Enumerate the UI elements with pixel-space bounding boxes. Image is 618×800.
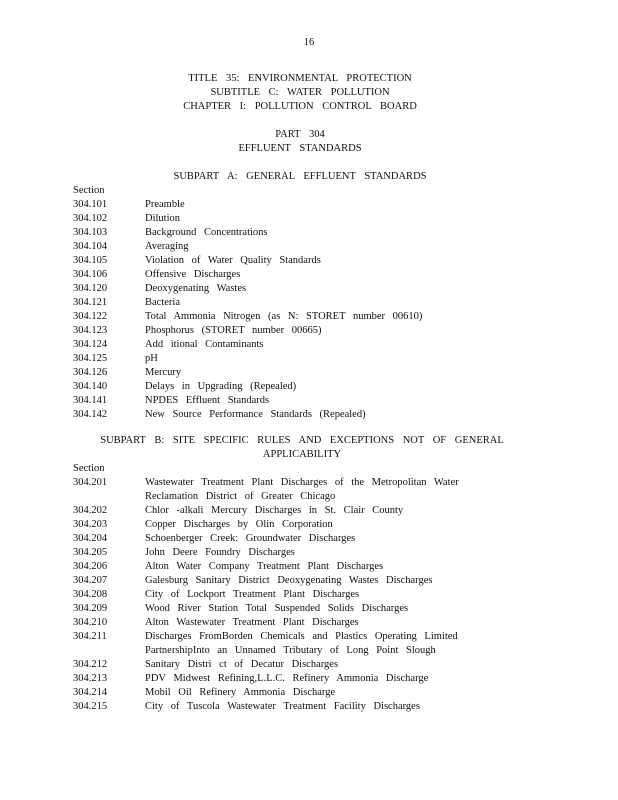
section-title [145, 324, 523, 338]
section-row [73, 616, 523, 630]
section-number: 304.105 [73, 255, 108, 266]
section-title [145, 380, 523, 394]
section-title-line: Mobil Oil Refinery Ammonia Discharge [145, 687, 336, 698]
part-number: PART 304 [275, 129, 325, 140]
section-title [145, 602, 523, 616]
section-title-line: Discharges FromBorden Chemicals and Plastics Operating Limited [145, 631, 458, 642]
section-title-line: Galesburg Sanitary District Deoxygenating Wastes Discharges [145, 575, 433, 586]
section-title-line: NPDES Effluent Standards [145, 395, 270, 406]
section-list [73, 198, 523, 422]
section-title-line: Dilution [145, 213, 181, 224]
section-title-line: Alton Water Company Treatment Plant Discharges [145, 561, 384, 572]
section-row [73, 476, 523, 504]
section-row [73, 212, 523, 226]
section-number: 304.142 [73, 409, 108, 420]
section-label: Section [73, 185, 105, 196]
section-row [73, 310, 523, 324]
section-title [145, 700, 523, 714]
section-title [145, 546, 523, 560]
section-title-line: Wastewater Treatment Plant Discharges of the Metropolitan Water [145, 477, 459, 488]
subpart-b-heading-line2: APPLICABILITY [262, 449, 342, 460]
section-number: 304.125 [73, 353, 108, 364]
section-row [73, 254, 523, 268]
section-number: 304.207 [73, 575, 108, 586]
section-number: 304.122 [73, 311, 108, 322]
section-title-line: City of Tuscola Wastewater Treatment Facility Discharges [145, 701, 420, 712]
section-title [145, 686, 523, 700]
section-row [73, 380, 523, 394]
section-number: 304.102 [73, 213, 108, 224]
section-title [145, 672, 523, 686]
section-number: 304.208 [73, 589, 108, 600]
section-title [145, 630, 523, 658]
section-list [73, 476, 523, 714]
section-title-line: Chlor -alkali Mercury Discharges in St. Clair County [145, 505, 404, 516]
part-name: EFFLUENT STANDARDS [238, 143, 362, 154]
page-number: 16 [303, 37, 315, 48]
section-row [73, 366, 523, 380]
section-row [73, 630, 523, 658]
section-title [145, 504, 523, 518]
section-title [145, 310, 523, 324]
section-title [145, 616, 523, 630]
section-number: 304.103 [73, 227, 108, 238]
section-row [73, 672, 523, 686]
section-title [145, 212, 523, 226]
section-number: 304.215 [73, 701, 108, 712]
section-row [73, 560, 523, 574]
section-title-line: Bacteria [145, 297, 180, 308]
subpart-b-heading [92, 434, 512, 462]
subpart-b-toc [73, 462, 523, 714]
title-line: TITLE 35: ENVIRONMENTAL PROTECTION [188, 73, 412, 84]
section-title [145, 240, 523, 254]
section-title-line: Preamble [145, 199, 185, 210]
section-row [73, 282, 523, 296]
section-row [73, 268, 523, 282]
section-number: 304.123 [73, 325, 108, 336]
section-title-line: Violation of Water Quality Standards [145, 255, 321, 266]
section-row [73, 240, 523, 254]
section-title [145, 338, 523, 352]
section-number: 304.126 [73, 367, 108, 378]
section-number: 304.212 [73, 659, 108, 670]
section-title-line: Sanitary Distri ct of Decatur Discharges [145, 659, 339, 670]
section-title-line: Alton Wastewater Treatment Plant Discharges [145, 617, 359, 628]
subpart-b-heading-line1: SUBPART B: SITE SPECIFIC RULES AND EXCEPTIONS NOT OF GENERAL [100, 435, 504, 446]
section-title [145, 352, 523, 366]
section-title-line: Total Ammonia Nitrogen (as N: STORET number 00610) [145, 311, 423, 322]
title-block [0, 72, 600, 114]
section-number: 304.204 [73, 533, 108, 544]
section-title-line: Background Concentrations [145, 227, 268, 238]
section-title [145, 532, 523, 546]
section-number: 304.211 [73, 631, 107, 642]
section-title [145, 560, 523, 574]
section-title-line: Mercury [145, 367, 182, 378]
section-number: 304.141 [73, 395, 108, 406]
section-row [73, 226, 523, 240]
section-row [73, 198, 523, 212]
section-title [145, 296, 523, 310]
section-row [73, 574, 523, 588]
section-number: 304.121 [73, 297, 108, 308]
section-number: 304.202 [73, 505, 108, 516]
section-title [145, 366, 523, 380]
section-title [145, 268, 523, 282]
section-title-line: Phosphorus (STORET number 00665) [145, 325, 322, 336]
section-row [73, 686, 523, 700]
section-title-line: Averaging [145, 241, 189, 252]
section-number: 304.101 [73, 199, 108, 210]
section-title-line: pH [145, 353, 158, 364]
section-title-line: Wood River Station Total Suspended Solids Discharges [145, 603, 409, 614]
section-title-line: City of Lockport Treatment Plant Discharges [145, 589, 360, 600]
section-title [145, 394, 523, 408]
section-number: 304.124 [73, 339, 108, 350]
section-row [73, 408, 523, 422]
section-number: 304.140 [73, 381, 108, 392]
section-number: 304.209 [73, 603, 108, 614]
section-row [73, 588, 523, 602]
section-row [73, 602, 523, 616]
section-number: 304.205 [73, 547, 108, 558]
section-row [73, 352, 523, 366]
section-number: 304.203 [73, 519, 108, 530]
section-title [145, 476, 523, 504]
section-title [145, 518, 523, 532]
section-title [145, 254, 523, 268]
section-title-continuation: PartnershipInto an Unnamed Tributary of Long Point Slough [145, 645, 436, 656]
section-title-line: Copper Discharges by Olin Corporation [145, 519, 333, 530]
section-title-line: John Deere Foundry Discharges [145, 547, 295, 558]
section-label: Section [73, 463, 105, 474]
section-number: 304.213 [73, 673, 108, 684]
section-row [73, 546, 523, 560]
section-row [73, 518, 523, 532]
section-number: 304.120 [73, 283, 108, 294]
section-row [73, 504, 523, 518]
section-title-line: Deoxygenating Wastes [145, 283, 247, 294]
section-title-continuation: Reclamation District of Greater Chicago [145, 491, 336, 502]
section-title [145, 226, 523, 240]
section-title [145, 408, 523, 422]
section-row [73, 700, 523, 714]
section-row [73, 658, 523, 672]
section-title [145, 588, 523, 602]
part-block [0, 128, 600, 156]
section-row [73, 338, 523, 352]
subpart-a-toc [73, 184, 523, 422]
section-number: 304.104 [73, 241, 108, 252]
section-row [73, 394, 523, 408]
section-title [145, 574, 523, 588]
section-number: 304.210 [73, 617, 108, 628]
section-number: 304.106 [73, 269, 108, 280]
section-title [145, 658, 523, 672]
section-title-line: PDV Midwest Refining,L.L.C. Refinery Ammonia Discharge [145, 673, 429, 684]
section-title [145, 198, 523, 212]
section-row [73, 296, 523, 310]
section-number: 304.201 [73, 477, 108, 488]
section-row [73, 532, 523, 546]
section-title-line: Add itional Contaminants [145, 339, 264, 350]
section-title-line: Delays in Upgrading (Repealed) [145, 381, 297, 392]
section-number: 304.206 [73, 561, 108, 572]
chapter-line: CHAPTER I: POLLUTION CONTROL BOARD [183, 101, 417, 112]
section-row [73, 324, 523, 338]
section-title [145, 282, 523, 296]
section-title-line: Schoenberger Creek: Groundwater Discharges [145, 533, 356, 544]
subtitle-line: SUBTITLE C: WATER POLLUTION [210, 87, 390, 98]
section-number: 304.214 [73, 687, 108, 698]
subpart-a-heading: SUBPART A: GENERAL EFFLUENT STANDARDS [173, 171, 427, 182]
section-title-line: Offensive Discharges [145, 269, 241, 280]
section-title-line: New Source Performance Standards (Repealed) [145, 409, 366, 420]
